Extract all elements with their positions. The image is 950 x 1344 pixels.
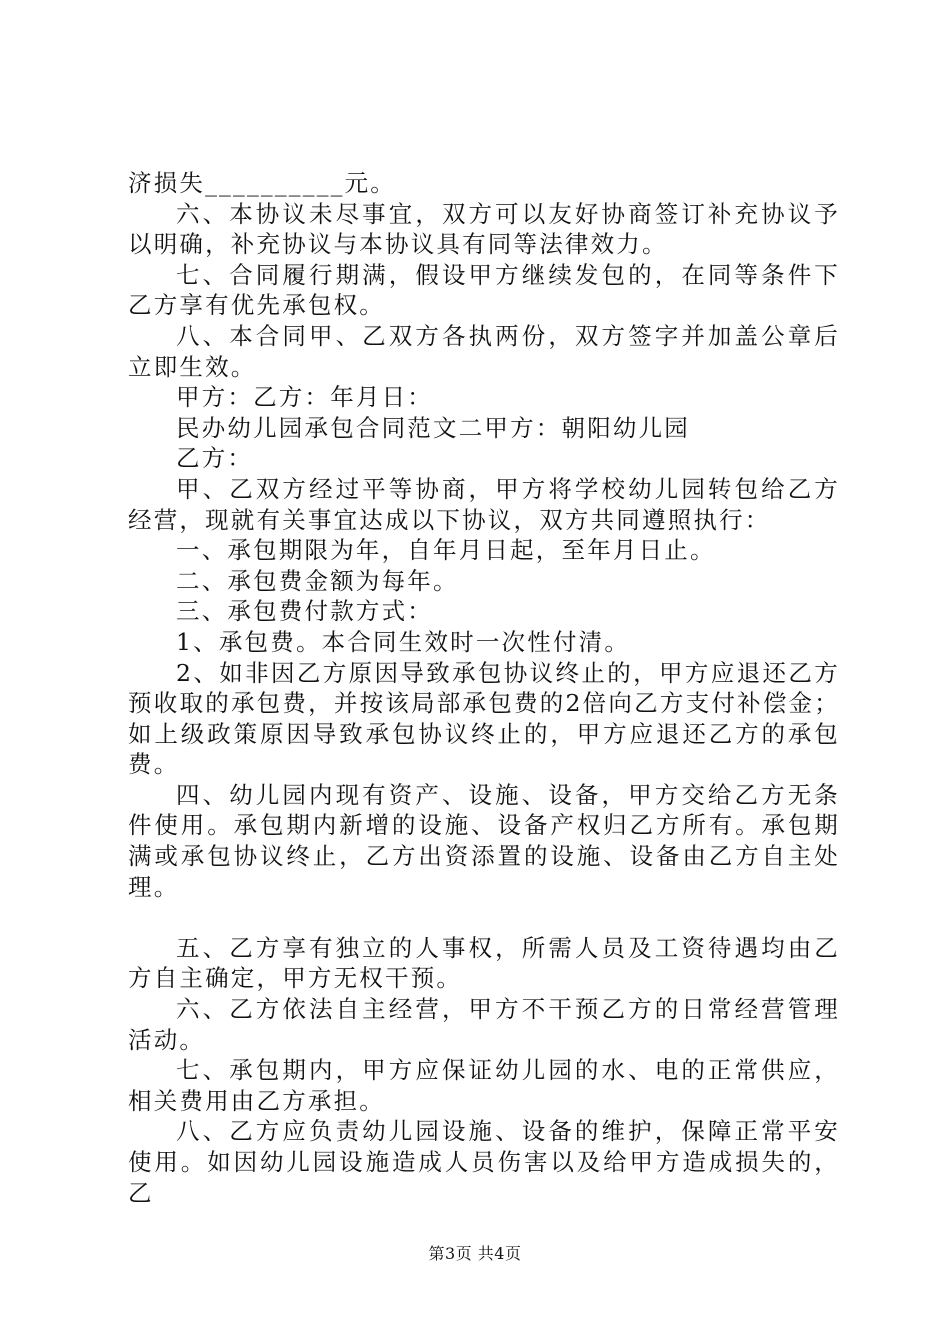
paragraph-17: 七、承包期内，甲方应保证幼儿园的水、电的正常供应，相关费用由乙方承担。 (128, 1056, 840, 1115)
paragraph-3: 八、本合同甲、乙双方各执两份，双方签字并加盖公章后立即生效。 (128, 321, 840, 381)
paragraph-12: 2、如非因乙方原因导致承包协议终止的，甲方应退还乙方预收取的承包费，并按该局部承包费的2倍向乙方支付补偿金；如上级政策原因导致承包协议终止的，甲方应退还乙方的承包费。 (128, 658, 840, 779)
paragraph-6: 乙方： (176, 444, 254, 473)
paragraph-1: 六、本协议未尽事宜，双方可以友好协商签订补充协议予以明确，补充协议与本协议具有同等法律效力。 (128, 199, 840, 259)
paragraph-9: 二、承包费金额为每年。 (176, 566, 459, 595)
paragraph-5: 民办幼儿园承包合同范文二甲方：朝阳幼儿园 (176, 413, 690, 442)
paragraph-0: 济损失__________元。 (128, 169, 396, 197)
paragraph-4: 甲方：乙方：年月日： (176, 383, 433, 412)
page-number-footer: 第3页 共4页 (428, 1244, 522, 1263)
paragraph-14-blank (128, 902, 840, 933)
paragraph-2: 七、合同履行期满，假设甲方继续发包的，在同等条件下乙方享有优先承包权。 (128, 260, 840, 320)
paragraph-15: 五、乙方享有独立的人事权，所需人员及工资待遇均由乙方自主确定，甲方无权干预。 (128, 933, 840, 993)
paragraph-8: 一、承包期限为年，自年月日起，至年月日止。 (176, 536, 716, 565)
paragraph-18: 八、乙方应负责幼儿园设施、设备的维护，保障正常平安使用。如因幼儿园设施造成人员伤害以及给甲方造成损失的，乙 (128, 1117, 840, 1207)
paragraph-13: 四、幼儿园内现有资产、设施、设备，甲方交给乙方无条件使用。承包期内新增的设施、设备产权归乙方所有。承包期满或承包协议终止，乙方出资添置的设施、设备由乙方自主处理。 (128, 780, 840, 901)
document-body (128, 168, 840, 1208)
paragraph-10: 三、承包费付款方式： (176, 597, 433, 626)
paragraph-16: 六、乙方依法自主经营，甲方不干预乙方的日常经营管理活动。 (128, 995, 840, 1054)
paragraph-7: 甲、乙双方经过平等协商，甲方将学校幼儿园转包给乙方经营，现就有关事宜达成以下协议，双方共同遵照执行： (128, 474, 840, 534)
paragraph-11: 1、承包费。本合同生效时一次性付清。 (176, 627, 631, 656)
